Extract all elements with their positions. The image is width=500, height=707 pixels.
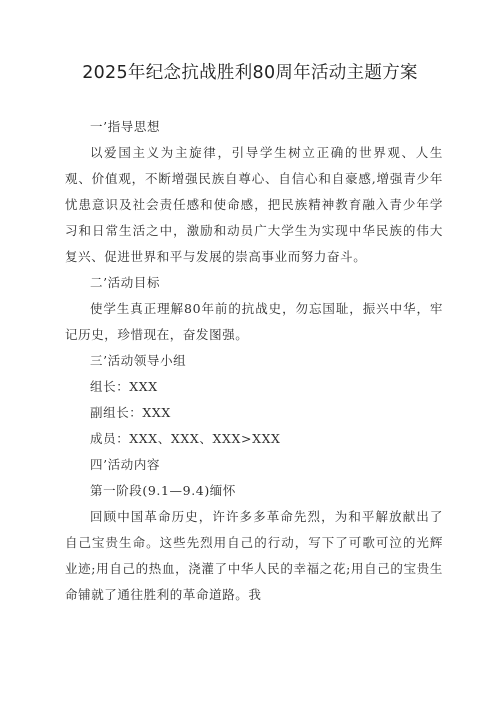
phase-one-heading: 第一阶段(9.1—9.4)缅怀 <box>90 483 237 498</box>
section-heading-activity-goals: 二’活动目标 <box>90 275 161 290</box>
deputy-leader-line: 副组长：XXX <box>90 405 171 420</box>
paragraph-phase-one: 回顾中国革命历史，许许多多革命先烈，为和平解放献出了自己宝贵生命。这些先烈用自己的行动，写下了可歌可泣的光辉业迹;用自己的热血，浇灌了中华人民的幸福之花;用自己的宝贵生命铺就了通往胜利的革命道路。我 <box>65 509 443 602</box>
document-body <box>65 114 443 608</box>
leader-line: 组长：XXX <box>90 379 158 394</box>
members-line: 成员：XXX、XXX、XXX>XXX <box>90 431 281 446</box>
paragraph-guiding-ideology: 以爱国主义为主旋律，引导学生树立正确的世界观、人生观、价值观，不断增强民族自尊心、自信心和自豪感,增强青少年忧患意识及社会责任感和使命感，把民族精神教育融入青少年学习和日常生活之中，激励和动员广大学生为实现中华民族的伟大复兴、促进世界和平与发展的崇高事业而努力奋斗。 <box>65 145 443 264</box>
section-heading-leadership-group: 三’活动领导小组 <box>90 353 187 368</box>
paragraph-activity-goals: 使学生真正理解80年前的抗战史，勿忘国耻，振兴中华，牢记历史，珍惜现在，奋发图强。 <box>65 301 443 342</box>
document-title: 2025年纪念抗战胜利80周年活动主题方案 <box>82 63 418 83</box>
section-heading-activity-content: 四’活动内容 <box>90 457 161 472</box>
section-heading-guiding-ideology: 一’指导思想 <box>90 119 161 134</box>
